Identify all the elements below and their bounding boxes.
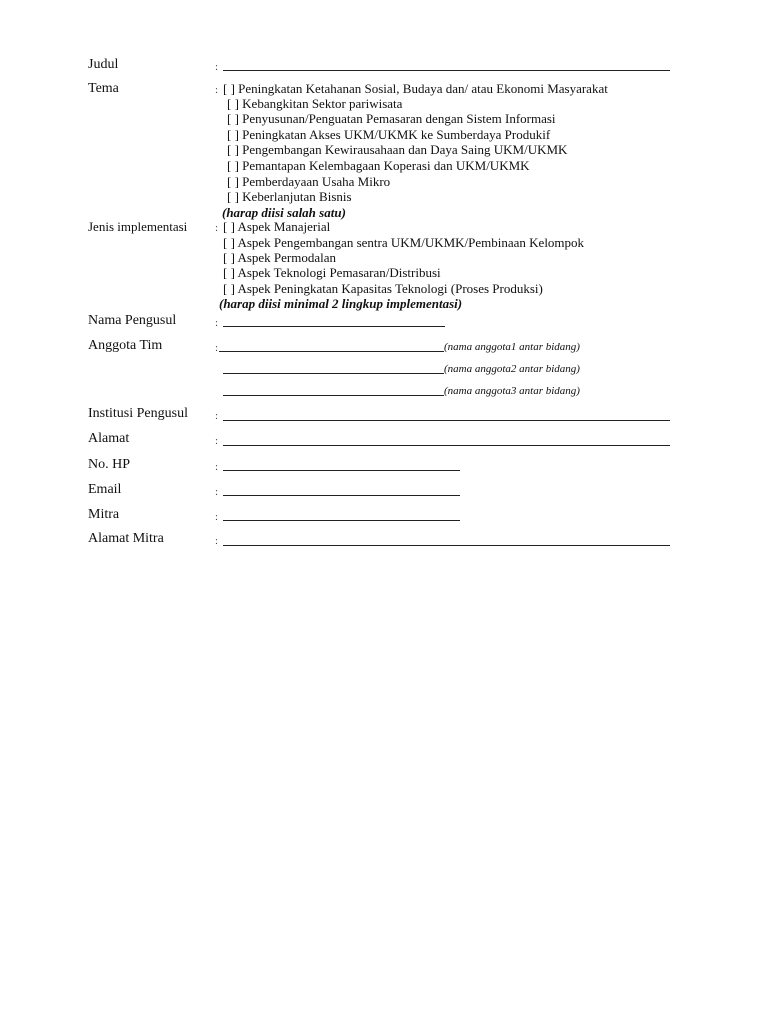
nama-pengusul-field[interactable] xyxy=(223,326,445,327)
email-colon: : xyxy=(215,486,219,498)
tema-option[interactable]: [ ] Peningkatan Ketahanan Sosial, Budaya dan/ atau Ekonomi Masyarakat xyxy=(223,81,608,96)
anggota3-field[interactable] xyxy=(223,395,444,396)
tema-option[interactable]: [ ] Kebangkitan Sektor pariwisata xyxy=(227,96,403,111)
judul-label: Judul xyxy=(88,57,119,72)
institusi-colon: : xyxy=(215,410,219,422)
anggota2-field[interactable] xyxy=(223,373,444,374)
tema-note: (harap diisi salah satu) xyxy=(222,205,346,220)
tema-option[interactable]: [ ] Keberlanjutan Bisnis xyxy=(227,189,352,204)
judul-colon: : xyxy=(215,61,219,73)
jenis-colon: : xyxy=(215,222,219,234)
anggota-tim-colon: : xyxy=(215,342,219,354)
tema-option[interactable]: [ ] Pengembangan Kewirausahaan dan Daya Saing UKM/UKMK xyxy=(227,142,568,157)
anggota2-hint: (nama anggota2 antar bidang) xyxy=(444,363,580,375)
alamat-mitra-label: Alamat Mitra xyxy=(88,531,164,546)
email-label: Email xyxy=(88,482,122,497)
mitra-colon: : xyxy=(215,511,219,523)
jenis-option[interactable]: [ ] Aspek Pengembangan sentra UKM/UKMK/Pembinaan Kelompok xyxy=(223,235,585,250)
anggota-tim-label: Anggota Tim xyxy=(88,338,163,353)
nama-pengusul-colon: : xyxy=(215,317,219,329)
jenis-option[interactable]: [ ] Aspek Peningkatan Kapasitas Teknologi (Proses Produksi) xyxy=(223,281,543,296)
tema-option[interactable]: [ ] Penyusunan/Penguatan Pemasaran dengan Sistem Informasi xyxy=(227,111,556,126)
email-field[interactable] xyxy=(223,495,460,496)
jenis-label: Jenis implementasi xyxy=(88,219,188,234)
alamat-label: Alamat xyxy=(88,431,130,446)
mitra-field[interactable] xyxy=(223,520,460,521)
tema-colon: : xyxy=(215,84,219,96)
judul-field[interactable] xyxy=(223,70,670,71)
jenis-option[interactable]: [ ] Aspek Manajerial xyxy=(223,219,331,234)
mitra-label: Mitra xyxy=(88,507,120,522)
nama-pengusul-label: Nama Pengusul xyxy=(88,313,177,328)
anggota3-hint: (nama anggota3 antar bidang) xyxy=(444,385,580,397)
alamat-mitra-colon: : xyxy=(215,535,219,547)
alamat-colon: : xyxy=(215,435,219,447)
tema-option[interactable]: [ ] Peningkatan Akses UKM/UKMK ke Sumberdaya Produkif xyxy=(227,127,551,142)
tema-option[interactable]: [ ] Pemberdayaan Usaha Mikro xyxy=(227,174,391,189)
tema-option[interactable]: [ ] Pemantapan Kelembagaan Koperasi dan UKM/UKMK xyxy=(227,158,530,173)
tema-label: Tema xyxy=(88,81,119,96)
jenis-note: (harap diisi minimal 2 lingkup implementasi) xyxy=(219,296,463,311)
institusi-label: Institusi Pengusul xyxy=(88,406,188,421)
no-hp-field[interactable] xyxy=(223,470,460,471)
jenis-option[interactable]: [ ] Aspek Permodalan xyxy=(223,250,337,265)
alamat-mitra-field[interactable] xyxy=(223,545,670,546)
no-hp-label: No. HP xyxy=(88,457,131,472)
anggota1-field[interactable] xyxy=(219,351,444,352)
anggota1-hint: (nama anggota1 antar bidang) xyxy=(444,341,580,353)
institusi-field[interactable] xyxy=(223,420,670,421)
no-hp-colon: : xyxy=(215,461,219,473)
jenis-option[interactable]: [ ] Aspek Teknologi Pemasaran/Distribusi xyxy=(223,265,441,280)
alamat-field[interactable] xyxy=(223,445,670,446)
